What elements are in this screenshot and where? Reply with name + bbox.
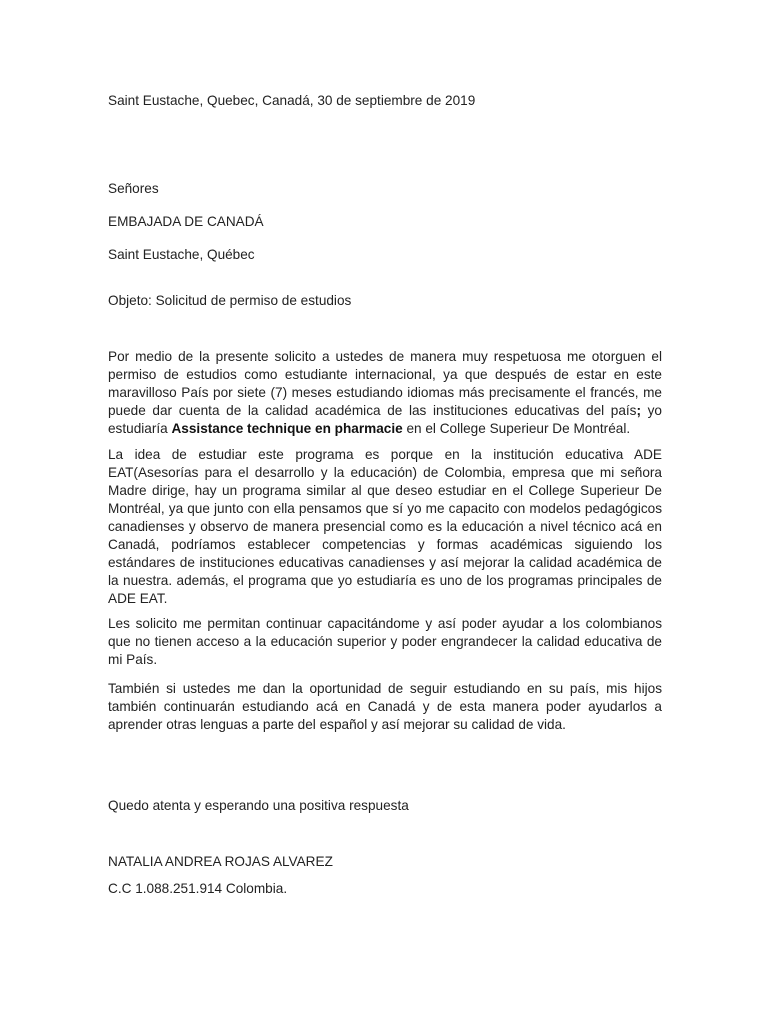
body-paragraph xyxy=(108,348,662,438)
subject-line: Objeto: Solicitud de permiso de estudios xyxy=(108,293,352,308)
signer-id: C.C 1.088.251.914 Colombia. xyxy=(108,881,288,896)
text-run: La idea de estudiar este programa es porque en la institución educativa ADE EAT(Asesorías para el desarrollo y la educación) de Colombia, empresa que mi señora Madre dirige, hay un programa similar al que deseo estudiar en el College Superieur De Montréal, ya que junto con ella pensamos que sí yo me capacito con modelos pedagógicos canadienses y observo de manera presencial como es la educación a nivel técnico acá en Canadá, podríamos establecer competencias y formas académicas siguiendo los estándares de instituciones educativas canadienses y así mejorar la calidad académica de la nuestra. además, el programa que yo estudiaría es uno de los programas principales de ADE EAT. xyxy=(108,447,662,606)
recipient-city: Saint Eustache, Québec xyxy=(108,247,255,262)
signer-name: NATALIA ANDREA ROJAS ALVAREZ xyxy=(108,854,333,869)
bold-text-run: ; xyxy=(636,403,641,418)
bold-text-run: Assistance technique en pharmacie xyxy=(171,421,403,436)
text-run: Por medio de la presente solicito a ustedes de manera muy respetuosa me otorguen el permiso de estudios como estudiante internacional, ya que después de estar en este maravilloso País por siete (7) meses estudiando idiomas más precisamente el francés, me puede dar cuenta de la calidad académica de las instituciones educativas del país xyxy=(108,349,662,418)
closing-line: Quedo atenta y esperando una positiva respuesta xyxy=(108,798,409,813)
text-run: Les solicito me permitan continuar capacitándome y así poder ayudar a los colombianos que no tienen acceso a la educación superior y poder engrandecer la calidad educativa de mi País. xyxy=(108,616,662,667)
text-run: También si ustedes me dan la oportunidad de seguir estudiando en su país, mis hijos también continuarán estudiando acá en Canadá y de esta manera poder ayudarlos a aprender otras lenguas a parte del español y así mejorar su calidad de vida. xyxy=(108,681,662,732)
body-paragraph xyxy=(108,680,662,734)
text-run: yo estudiaría xyxy=(108,403,662,436)
body-paragraph xyxy=(108,446,662,608)
text-run: en el College Superieur De Montréal. xyxy=(402,421,631,436)
place-date: Saint Eustache, Quebec, Canadá, 30 de septiembre de 2019 xyxy=(108,93,476,108)
salutation: Señores xyxy=(108,181,159,196)
body-paragraph xyxy=(108,615,662,669)
recipient-organization: EMBAJADA DE CANADÁ xyxy=(108,214,264,229)
